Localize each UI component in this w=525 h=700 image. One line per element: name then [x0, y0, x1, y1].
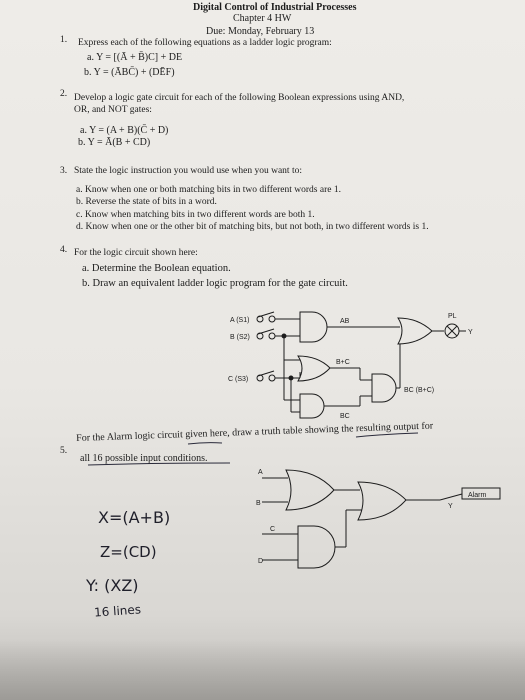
q5-number: 5.: [60, 446, 68, 456]
chapter-title: Chapter 4 HW: [233, 13, 292, 24]
q2-number: 2.: [60, 89, 68, 99]
circuit-q4: [257, 312, 466, 418]
label-b-plus-c: B+C: [336, 359, 350, 366]
q2-text-line2: OR, and NOT gates:: [74, 105, 152, 115]
q4-text: For the logic circuit shown here:: [74, 248, 198, 258]
label-c-q5: C: [270, 526, 276, 533]
switch-a-contact-left: [257, 316, 263, 322]
label-alarm: Alarm: [468, 492, 487, 499]
q3-part-a: a. Know when one or both matching bits in two different words are 1.: [76, 185, 341, 195]
q3-text: State the logic instruction you would use when you want to:: [74, 166, 302, 176]
q3-part-d: d. Know when one or the other bit of matching bits, but not both, in two different words is 1.: [76, 222, 429, 232]
course-title: Digital Control of Industrial Processes: [193, 2, 357, 13]
label-ab: AB: [340, 318, 350, 325]
and-gate-bc-bc: [372, 374, 396, 402]
label-d-q5: D: [258, 558, 264, 565]
circuit-q5: [262, 470, 500, 568]
pen-underlines: [88, 433, 418, 465]
handwritten-16-lines: 16 lines: [93, 602, 142, 620]
switch-c-contact-right: [269, 375, 275, 381]
q2-part-a: a. Y = (A + B)(C̄ + D): [80, 125, 169, 136]
switch-b-contact-left: [257, 333, 263, 339]
q5-text-line2: all 16 possible input conditions.: [80, 453, 208, 464]
label-c-s3: C (S3): [228, 376, 249, 383]
q1-text: Express each of the following equations as a ladder logic program:: [78, 38, 332, 48]
or-gate-x: [286, 470, 334, 510]
and-gate-z: [298, 526, 335, 568]
q5-text-line1: For the Alarm logic circuit given here, draw a truth table showing the resulting output for: [76, 420, 434, 444]
q2-part-b: b. Y = Ā(B + CD): [78, 137, 151, 148]
or-gate-b-plus-c: [298, 356, 330, 381]
label-bc: BC: [340, 413, 350, 420]
label-pl: PL: [448, 313, 457, 320]
q2-text-line1: Develop a logic gate circuit for each of the following Boolean expressions using AND,: [74, 93, 405, 103]
q4-part-b: b. Draw an equivalent ladder logic program for the gate circuit.: [82, 278, 348, 289]
switch-a-contact-right: [269, 316, 275, 322]
q3-part-c: c. Know when matching bits in two different words are both 1.: [76, 210, 315, 220]
handwritten-z-equation: Z=(CD): [100, 543, 157, 561]
label-a-s1: A (S1): [230, 317, 250, 324]
or-gate-alarm: [358, 482, 406, 520]
label-bc-b-plus-c: BC (B+C): [404, 387, 435, 394]
label-y-q4: Y: [468, 329, 473, 336]
label-b-q5: B: [256, 500, 261, 507]
and-gate-bc: [300, 394, 324, 418]
q1-part-a: a. Y = [(Ā + B̄)C] + DE: [87, 52, 183, 63]
q4-number: 4.: [60, 245, 68, 255]
due-date: Due: Monday, February 13: [206, 26, 315, 37]
and-gate-ab: [300, 312, 327, 342]
q3-number: 3.: [60, 166, 68, 176]
label-y-q5: Y: [448, 503, 453, 510]
q1-part-b: b. Y = (ĀBC̄) + (DĒF): [84, 67, 175, 78]
q4-part-a: a. Determine the Boolean equation.: [82, 263, 231, 274]
or-gate-output: [398, 318, 432, 344]
switch-c-contact-left: [257, 375, 263, 381]
q1-number: 1.: [60, 35, 68, 45]
handwritten-x-equation: X=(A+B): [98, 508, 171, 527]
handwritten-y-equation: Y: (XZ): [86, 576, 139, 595]
switch-b-contact-right: [269, 333, 275, 339]
q3-part-b: b. Reverse the state of bits in a word.: [76, 197, 217, 207]
label-a-q5: A: [258, 469, 263, 476]
label-b-s2: B (S2): [230, 334, 250, 341]
